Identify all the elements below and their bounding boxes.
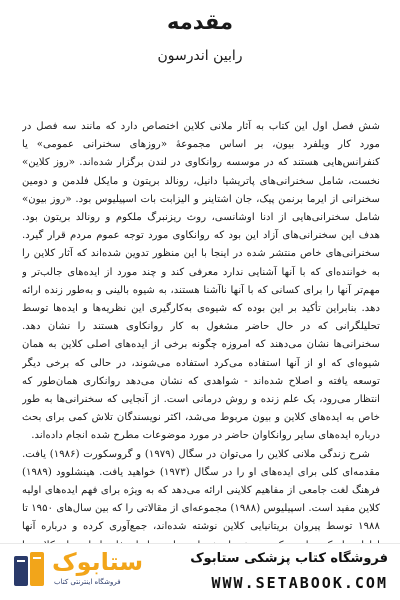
- logo-wordmark: ستابوک: [52, 548, 144, 576]
- logo-tagline: فروشگاه اینترنتی کتاب: [54, 578, 121, 586]
- chapter-title: مقدمه: [167, 10, 233, 34]
- paragraph-2: شرح زندگی ملانی کلاین را می‌توان در سگال (۱۹۷۹) و گروسکورت (۱۹۸۶) یافت. مقدمه‌ای کلی برای ایده‌های او را در سگال (۱۹۷۳) خواهید یافت. هینشلوود (۱۹۸۹) فرهنگ لغت جامعی از مفاهیم کلاینی ارائه می‌دهد که به ویژه برای فهم ایده‌های اولیه کلاین مفید است. اسپیلیوس (۱۹۸۸) مجموعه‌ای از مقالاتی را که بین سال‌های ۱۹۵۰ تا ۱۹۸۸ توسط پیروان بریتانیایی کلاین نوشته شده‌اند، جمع‌آوری کرده و درباره آنها: [22, 448, 380, 533]
- paragraph-1: شش فصل اول این کتاب به آثار ملانی کلاین اختصاص دارد که مانند سه فصل در مورد کار ویلفرد بیون، بر اساس مجموعهٔ «روزهای سخنرانی عمومی» یا کنفرانس‌هایی هستند که در موسسه روانکاوی در لندن برگزار شده‌اند. «روز کلاین» نخست، شامل سخنرانی‌های پاتریشیا دانیل، رونالد بریتون و مایکل فلدمن و دومین سخنرانی از ایرما برنمن پیک، جان اشتاینر و الیزابت بات اسپیلیوس بود. «روز بیون» شامل سخنرانی‌هایی از ادنا اوشانسی، روث ریزنبرگ ملکوم و رونالد بریتون بود. هدف این سخنرانی‌های آزاد این بود که روانکاوی مورد توجه عموم مردم قرار گیرد. سخنرانی‌های خاص منتشر شده در اینجا با این منظور تدوین شده‌اند که آثار کلاین را به خواننده‌ای که با آنها آشنایی ندارد معرفی کند و چند مورد از ایده‌های جالب‌تر و مهم‌تر آنها را برای کسانی که با آنها ناآشنا هستند، به شیوه بالینی و به‌طور زنده ارائه دهد. بنابراین تأکید بر این بوده که شیوه‌ی به‌کارگیری این نظریه‌ها و ایده‌ها توسط تحلیلگرانی که در حال حاضر مشغول به کار روانکاوی هستند را نشان دهد. سخنرانی‌ها نشان می‌دهند که امروزه چگونه برخی از ایده‌های اصلی کلاین به همان شیوه‌ای که او از آنها استفاده می‌کرد استفاده می‌شوند، در حالی که برخی دیگر توسعه یافته و اصلاح شده‌اند - شواهدی که نشان می‌دهد روانکاری همان‌طور که انتظار می‌رود، یک علم زنده و روش درمانی است. از آنجایی که سخنرانی‌ها به طور خاص به ایده‌های کلاین و بیون مربوط می‌شد، اکثر نویسندگان تلاش کمی برای بحث درباره ایده‌های سایر روانکاوان حاضر در مورد موضوعات مطرح شده انجام داده‌اند.: [22, 121, 380, 442]
- book-logo-icon: [12, 550, 48, 590]
- shop-url-link[interactable]: WWW.SETABOOK.COM: [211, 574, 388, 592]
- publisher-banner: [0, 543, 400, 600]
- chapter-author: رابین اندرسون: [157, 48, 243, 64]
- setabook-logo[interactable]: [10, 548, 144, 594]
- shop-name: فروشگاه کتاب پزشکی ستابوک: [190, 551, 388, 566]
- body-text: [22, 118, 380, 550]
